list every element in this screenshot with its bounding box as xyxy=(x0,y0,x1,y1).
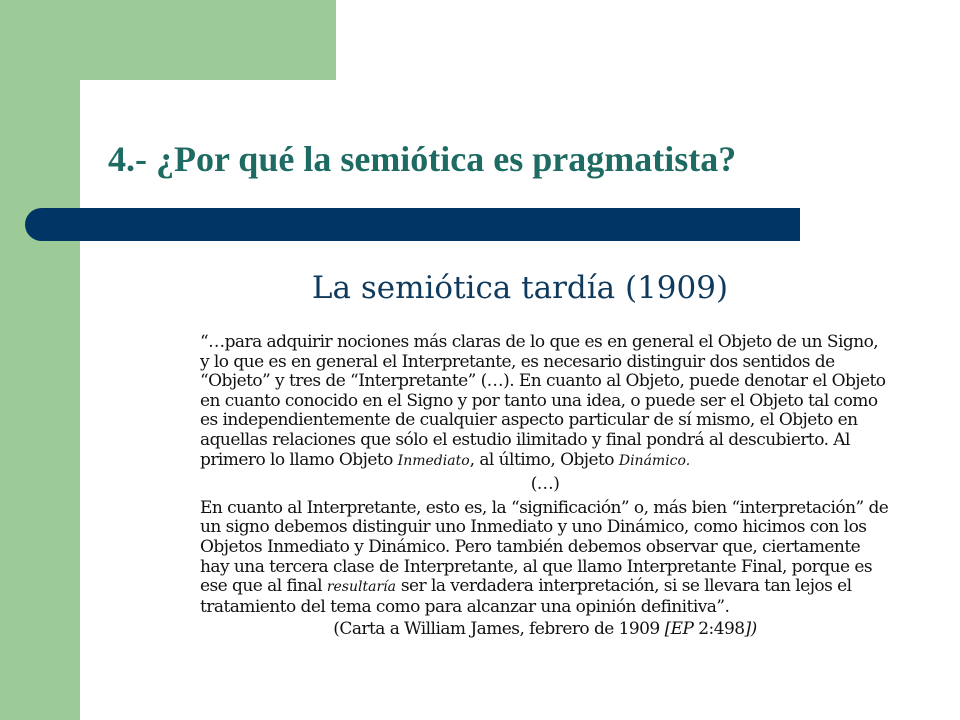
citation-page: 2:498 xyxy=(693,619,745,640)
top-decor-band xyxy=(80,0,336,80)
quote-block xyxy=(200,333,890,640)
ellipsis: (…) xyxy=(530,474,560,495)
citation xyxy=(200,620,890,640)
title-underline-bar xyxy=(25,208,800,241)
left-decor-band xyxy=(0,0,80,720)
quote-text: “…para adquirir nociones más claras de lo que es en general el Objeto de un Signo, y lo que es en general el Interpretante, es necesario distinguir dos sentidos de “Objeto” y tres de “Interpretante” (…). En cuanto al Objeto, puede denotar el Objeto en cuanto conocido en el Signo y por tanto una idea, o puede ser el Objeto tal como es independientemente de cualquier aspecto particular de sí mismo, el Objeto en aquellas relaciones que sólo el estudio ilimitado y final pondrá al descubierto. Al primero lo llamo Objeto xyxy=(200,332,886,470)
citation-source: [EP xyxy=(664,619,694,640)
quote-paragraph-2 xyxy=(200,499,890,618)
emphasis-resultaria: resultaría xyxy=(326,579,396,596)
quote-text: ser la verdadera interpretación, si se llevara tan lejos el tratamiento del tema como para alcanzar una opinión definitiva”. xyxy=(200,576,852,617)
slide-subtitle: La semiótica tardía (1909) xyxy=(311,270,729,306)
quote-paragraph-1 xyxy=(200,333,890,471)
quote-text: En cuanto al Interpretante, esto es, la “significación” o, más bien “interpretación” de un signo debemos distinguir uno Inmediato y uno Dinámico, como hicimos con los Objetos Inmediato y Dinámico. Pero también debemos observar que, ciertamente hay una tercera clase de Interpretante, al que llamo Interpretante Final, porque es ese que al final xyxy=(200,497,889,597)
quote-text: , al último, Objeto xyxy=(469,449,619,470)
emphasis-inmediato: Inmediato xyxy=(397,452,470,469)
slide-title: 4.- ¿Por qué la semiótica es pragmatista? xyxy=(108,139,737,179)
emphasis-dinamico: Dinámico. xyxy=(618,452,691,469)
citation-close: ]) xyxy=(744,619,757,640)
citation-text: (Carta a William James, febrero de 1909 xyxy=(333,619,665,640)
